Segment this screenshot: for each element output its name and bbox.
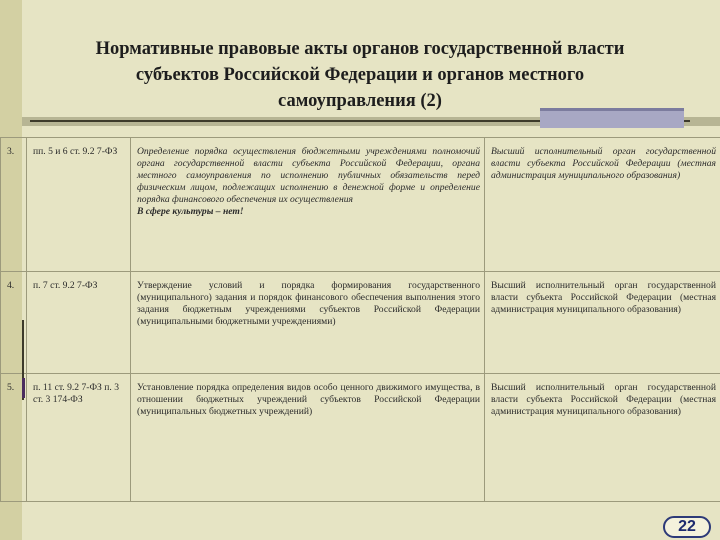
title-line-2: субъектов Российской Федерации и органов местного: [135, 65, 585, 85]
row-authority: Высший исполнительный орган государственной власти субъекта Российской Федерации (местная администрация муниципального образования): [485, 374, 720, 502]
acts-table: [0, 137, 720, 502]
row-description: Утверждение условий и порядка формирования государственного (муниципального) задания и порядок финансового обеспечения выполнения этого задания бюджетным учреждениями субъектов Российской Федерации (муниципальными бюджетными учреждениями): [131, 272, 485, 374]
row-description: Установление порядка определения видов особо ценного движимого имущества, в отношении бюджетных учреждений субъектов Российской Федерации (муниципальных бюджетных учреждений): [131, 374, 485, 502]
row-reference: п. 7 ст. 9.2 7-ФЗ: [27, 272, 131, 374]
row-description-text: Определение порядка осуществления бюджетными учреждениями полномочий органа государственной власти субъекта Российской Федерации, органа местного самоуправления по исполнению публичных обязательств перед физическим лицом, подлежащих исполнению в денежной форме и определение порядка финансового обеспечения их осуществления: [137, 146, 480, 205]
page-title: [40, 36, 680, 114]
row-authority: Высший исполнительный орган государственной власти субъекта Российской Федерации (местная администрация муниципального образования): [485, 272, 720, 374]
title-line-1: Нормативные правовые акты органов государственной власти: [95, 39, 625, 59]
title-line-3: самоуправления (2): [278, 91, 442, 111]
row-number: 4.: [1, 272, 27, 374]
row-number: 5.: [1, 374, 27, 502]
table-row: [1, 138, 720, 272]
row-reference: пп. 5 и 6 ст. 9.2 7-ФЗ: [27, 138, 131, 272]
row-description: [131, 138, 485, 272]
page-number-badge: 22: [663, 516, 711, 538]
row-note: В сфере культуры – нет!: [137, 206, 244, 217]
accent-box: [540, 111, 684, 128]
table-row: [1, 374, 720, 502]
row-number: 3.: [1, 138, 27, 272]
row-authority: Высший исполнительный орган государственной власти субъекта Российской Федерации (местная администрация муниципального образования): [485, 138, 720, 272]
table-row: [1, 272, 720, 374]
row-reference: п. 11 ст. 9.2 7-ФЗ п. 3 ст. 3 174-ФЗ: [27, 374, 131, 502]
left-accent-bar-purple: [22, 378, 25, 398]
